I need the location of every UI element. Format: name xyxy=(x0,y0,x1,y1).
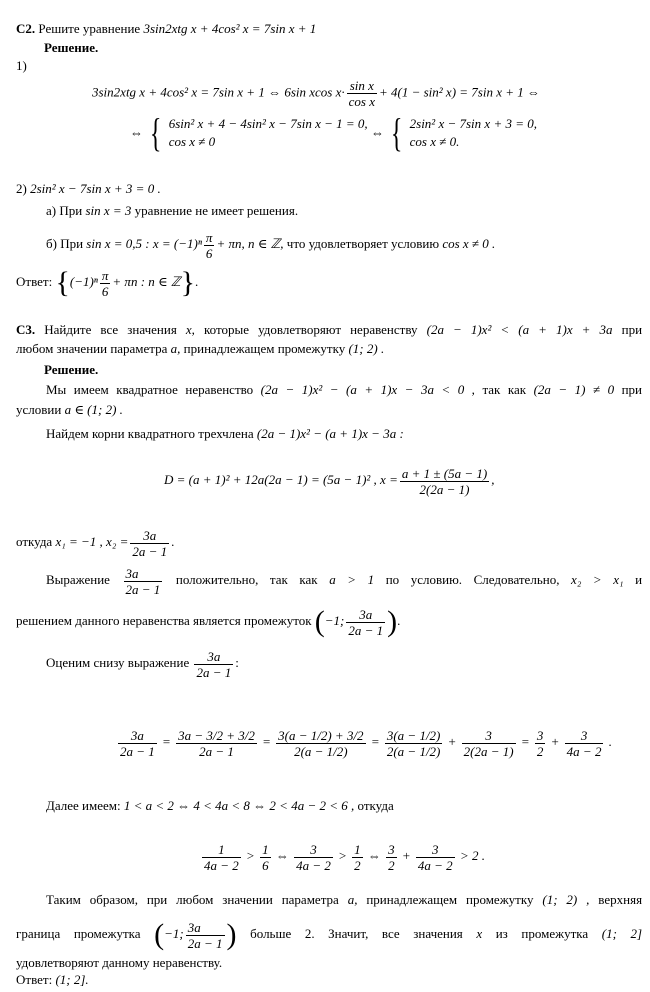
c3-big-frac1-den: 2a − 1 xyxy=(120,743,155,759)
c2-step2-number: 2) xyxy=(16,181,27,196)
c3-est-den: 2a − 1 xyxy=(196,664,232,680)
c3-task2-interval: (1; 2) . xyxy=(348,341,385,356)
c3-expr-c: по условию. Следовательно, xyxy=(385,572,560,587)
c3-concl2-a: граница промежутка xyxy=(16,926,141,941)
c3-answer xyxy=(16,972,89,988)
c3-big-frac6-num: 3 xyxy=(536,727,544,743)
c3-roots-fraction xyxy=(130,528,169,559)
c2-system1-line1: 6sin² x + 4 − 4sin² x − 7sin x − 1 = 0, xyxy=(168,116,368,131)
c3-concl1-param: a, xyxy=(347,892,358,907)
c3-roots-frac-den: 2a − 1 xyxy=(132,543,168,559)
c3-concl1-int: (1; 2) , xyxy=(542,892,590,907)
c2-task-text: Решите уравнение xyxy=(38,21,141,36)
c3-chain-line: $\frac{1}{4a - 2}$ > $\frac{1}{6}$ ⇔ $\frac{3}{4a - 2}$ > $\frac{1}{2}$ ⇔ $\frac{3}{2}$ + $\frac{3}{4a - 2}$ > 2 . xyxy=(204,841,485,873)
c2-step1-frac-den: cos x xyxy=(348,94,375,109)
c2-case-b-tail: + πn, n ∈ ℤ, xyxy=(216,236,284,251)
c3-big-frac6-den: 2 xyxy=(536,743,544,759)
c3-task-line1 xyxy=(16,322,642,338)
c3-p2-expr: (2a − 1)x² − (a + 1)x − 3a : xyxy=(256,426,404,441)
c3-conclusion-line3: удовлетворяют данному неравенству. xyxy=(16,955,223,970)
c3-conclusion-line2: граница промежутка (−1; $\frac{3a}{2a - 1}$ ) больше 2. Значит, все значения x из промежутка (1; 2] xyxy=(16,918,643,952)
c3-p1-inequality: (2a − 1)x² − (a + 1)x − 3a < 0 , xyxy=(260,382,475,397)
c3-chain-frac4-num: 1 xyxy=(354,841,361,857)
c3-disc-fraction xyxy=(400,466,489,497)
c3-roots-tail: . xyxy=(171,534,175,549)
c3-est-num: 3a xyxy=(194,649,233,665)
c3-p1-line2 xyxy=(16,402,123,418)
c3-chain-frac2-den: 6 xyxy=(262,857,269,873)
c2-step1-frac-num: sin x xyxy=(347,78,377,94)
c2-case-a-pre: а) При xyxy=(46,203,83,218)
c3-big-frac6 xyxy=(535,728,546,759)
c2-step1-rhs: + 4(1 − sin² x) = 7sin x + 1 ⇔ xyxy=(378,84,541,100)
c3-p1-b: так как xyxy=(482,382,527,397)
c3-solution-interval-line: решением данного неравенства является промежуток (−1; $\frac{3a}{2a - 1}$ ). xyxy=(16,605,401,639)
c3-big-frac2 xyxy=(176,728,257,759)
c3-task-inequality: (2a − 1)x² < (a + 1)x + 3a xyxy=(426,322,613,337)
c2-step1-equation xyxy=(92,78,540,109)
c3-p1-line2-a: условии xyxy=(16,402,62,417)
c3-p1-c: при xyxy=(621,382,643,397)
c3-est-fraction xyxy=(194,649,233,680)
c3-big-frac7-num: 3 xyxy=(565,728,604,744)
c3-chain-frac5-den: 2 xyxy=(388,857,395,873)
c2-case-a-post: уравнение не имеет решения. xyxy=(134,203,299,218)
c2-system2-line2: cos x ≠ 0. xyxy=(409,134,460,149)
c2-task-equation: 3sin2xtg x + 4cos² x = 7sin x + 1 xyxy=(143,21,317,36)
c3-disc-eq: D = (a + 1)² + 12a(2a − 1) = (5a − 1)² , x = xyxy=(164,472,398,487)
c3-concl-int-fraction xyxy=(186,920,225,951)
c3-p1-a: Мы имеем квадратное неравенство xyxy=(46,382,254,397)
c3-big-equation: $\frac{3a}{2a - 1}$ = $\frac{3a - 3/2 + 3/2}{2a - 1}$ = $\frac{3(a - 1/2) + 3/2}{2(a - 1/2)}$ = $\frac{3(a - 1/2)}{2(a - 1/2)}$ + $\frac{3}{2(2a - 1)}$ = $\frac{3}{2}$ + $\frac{3}{4a - 2}$ . xyxy=(120,727,612,759)
c3-concl2-b: больше 2. Значит, все значения xyxy=(250,926,463,941)
c3-expr-fraction xyxy=(124,566,163,597)
c2-case-b-cond: cos x ≠ 0 . xyxy=(442,236,496,251)
c2-case-b-fraction xyxy=(204,230,215,261)
c3-big-frac5-den: 2(2a − 1) xyxy=(463,743,514,759)
c2-step1-number: 1) xyxy=(16,58,27,73)
c3-roots-x1: x₁ = −1 , x₂ = xyxy=(55,534,129,549)
c3-p2-line xyxy=(46,426,404,442)
c3-expr-d: и xyxy=(635,572,643,587)
c3-chain-frac2 xyxy=(260,842,271,873)
c3-expr-frac-num: 3a xyxy=(124,566,163,582)
c3-task2-a: любом значении параметра xyxy=(16,341,168,356)
c3-expr-frac-den: 2a − 1 xyxy=(125,581,161,597)
c3-chain-frac3 xyxy=(294,842,333,873)
c3-chain-frac3-den: 4a − 2 xyxy=(296,857,331,873)
c2-answer-frac-den: 6 xyxy=(101,283,109,299)
c2-label: C2. xyxy=(16,21,36,36)
c3-big-frac3-den: 2(a − 1/2) xyxy=(294,743,348,759)
c3-p1-cond: (2a − 1) ≠ 0 xyxy=(533,382,615,397)
c2-systems-line: ⇔ { 6sin² x + 4 − 4sin² x − 7sin x − 1 = 0, cos x ≠ 0 ⇔ { 2sin² x − 7sin x + 3 = 0, cos x ≠ 0. xyxy=(130,110,537,155)
c3-p1-line1 xyxy=(46,382,642,398)
c3-concl2-int: (1; 2] xyxy=(601,926,643,941)
c3-p1-line2-cond: a ∈ (1; 2) . xyxy=(64,402,123,417)
c3-big-frac3-num: 3(a − 1/2) + 3/2 xyxy=(278,727,364,743)
c3-p2-a: Найдем корни квадратного трехчлена xyxy=(46,426,254,441)
c3-big-frac7 xyxy=(565,728,604,759)
c3-big-frac1-num: 3a xyxy=(118,728,157,744)
c3-answer-label: Ответ: xyxy=(16,972,53,987)
c3-task-x: x, xyxy=(185,322,195,337)
c3-big-frac4-den: 2(a − 1/2) xyxy=(386,743,441,759)
c2-case-b xyxy=(46,226,495,262)
c3-further-chain: 1 < a < 2 ⇔ 4 < 4a < 8 ⇔ 2 < 4a − 2 < 6 , xyxy=(123,798,355,813)
c3-sol-line-a: решением данного неравенства является промежуток xyxy=(16,613,312,628)
c2-answer-label: Ответ: xyxy=(16,274,53,289)
c3-chain-frac5 xyxy=(386,842,397,873)
c3-big-frac5-num: 3 xyxy=(462,728,516,744)
c3-estimate-line xyxy=(46,643,239,683)
c2-case-b-frac-num: π xyxy=(205,229,213,245)
c3-chain-frac6-num: 3 xyxy=(416,842,455,858)
c3-est-a: Оценим снизу выражение xyxy=(46,655,190,670)
c2-system2 xyxy=(410,115,537,151)
c3-disc-tail: , xyxy=(491,472,495,487)
c3-chain-frac2-num: 1 xyxy=(262,841,269,857)
c3-expr-b: положительно, так как xyxy=(175,572,318,587)
c3-roots-pre: откуда xyxy=(16,534,53,549)
c3-task-a: Найдите все значения xyxy=(44,322,177,337)
c3-chain-frac1-den: 4a − 2 xyxy=(204,857,239,873)
c3-concl1-a: Таким образом, при любом значении параметра xyxy=(46,892,339,907)
c3-big-frac7-den: 4a − 2 xyxy=(566,743,602,759)
c3-expr-rel: x₂ > x₁ xyxy=(571,572,624,587)
c2-task-line xyxy=(16,21,316,37)
c2-case-a xyxy=(46,203,298,219)
c2-step2-line xyxy=(16,181,161,197)
c2-system1-line2: cos x ≠ 0 xyxy=(168,134,216,149)
c2-case-b-frac-den: 6 xyxy=(205,245,213,261)
c3-disc-frac-den: 2(2a − 1) xyxy=(419,481,470,497)
c3-chain-frac3-num: 3 xyxy=(294,842,333,858)
c2-answer-post: + πn : n ∈ ℤ xyxy=(112,274,181,289)
c3-expr-cond: a > 1 xyxy=(329,572,375,587)
c2-system2-line1: 2sin² x − 7sin x + 3 = 0, xyxy=(409,116,537,131)
c3-chain-tail: > 2 . xyxy=(459,848,485,863)
c3-label: C3. xyxy=(16,322,36,337)
c3-concl1-c: принадлежащем промежутку xyxy=(366,892,534,907)
c3-task-line2 xyxy=(16,341,384,357)
c3-task-c: которые удовлетворяют неравенству xyxy=(204,322,418,337)
c2-system2-brace: { xyxy=(391,110,403,155)
c3-expr-line xyxy=(46,560,642,600)
c2-case-a-eq: sin x = 3 xyxy=(85,203,132,218)
c3-concl-int-pre: −1; xyxy=(164,926,184,941)
c3-big-frac5 xyxy=(462,728,516,759)
c3-big-frac1 xyxy=(118,728,157,759)
c2-answer-pre: (−1)ⁿ xyxy=(69,274,98,289)
c3-task-d: при xyxy=(621,322,643,337)
c2-system1-brace: { xyxy=(150,110,162,155)
c3-further-a: Далее имеем: xyxy=(46,798,121,813)
c3-big-frac4 xyxy=(385,728,443,759)
c3-est-post: : xyxy=(235,655,239,670)
c3-concl-int-den: 2a − 1 xyxy=(187,935,223,951)
c3-further-b: откуда xyxy=(357,798,394,813)
c3-big-frac4-num: 3(a − 1/2) xyxy=(386,727,441,743)
c3-conclusion-line1 xyxy=(46,892,642,908)
c3-further-line xyxy=(46,798,394,814)
c2-case-b-post: что удовлетворяет условию xyxy=(286,236,440,251)
c3-discriminant-line xyxy=(164,460,494,500)
c2-solution-label: Решение. xyxy=(44,40,99,55)
c3-sol-int-den: 2a − 1 xyxy=(348,622,384,638)
c2-answer-fraction xyxy=(100,268,111,299)
c3-sol-int-fraction xyxy=(346,607,385,638)
c3-sol-int-post: . xyxy=(397,613,401,628)
c3-solution-label: Решение. xyxy=(44,362,99,377)
c3-sol-int-num: 3a xyxy=(346,607,385,623)
c3-chain-frac1-num: 1 xyxy=(202,842,241,858)
c3-big-frac3 xyxy=(276,728,365,759)
c3-chain-frac5-num: 3 xyxy=(388,841,395,857)
c3-sol-int-pre: −1; xyxy=(324,613,345,628)
c3-disc-frac-num: a + 1 ± (5a − 1) xyxy=(401,465,488,481)
c3-concl1-d: верхняя xyxy=(598,892,643,907)
c2-system1 xyxy=(169,115,368,151)
c3-concl2-c: из промежутка xyxy=(495,926,589,941)
c2-step2-equation: 2sin² x − 7sin x + 3 = 0 . xyxy=(30,181,161,196)
c2-step1-lhs: 3sin2xtg x + 4cos² x = 7sin x + 1 ⇔ 6sin xcos x· xyxy=(92,84,345,100)
c2-answer: Ответ: {(−1)ⁿ $\frac{\pi}{6}$ + πn : n ∈ ℤ}. xyxy=(16,266,199,300)
c3-expr-word: Выражение xyxy=(46,572,110,587)
c3-big-frac2-den: 2a − 1 xyxy=(199,743,234,759)
c3-chain-frac6 xyxy=(416,842,455,873)
c3-chain-frac4-den: 2 xyxy=(354,857,361,873)
c3-concl-int-num: 3a xyxy=(186,920,225,936)
c3-chain-frac1 xyxy=(202,842,241,873)
c2-step1-fraction xyxy=(347,78,377,109)
c2-case-b-eq: sin x = 0,5 : x = (−1)ⁿ xyxy=(86,236,202,251)
c3-roots-frac-num: 3a xyxy=(130,528,169,544)
c3-big-frac2-num: 3a − 3/2 + 3/2 xyxy=(178,727,255,743)
c2-answer-frac-num: π xyxy=(101,267,109,283)
c3-chain-frac6-den: 4a − 2 xyxy=(417,857,453,873)
c3-answer-value: (1; 2]. xyxy=(55,972,89,987)
c2-case-b-pre: б) При xyxy=(46,236,84,251)
c3-task2-c: принадлежащем промежутку xyxy=(183,341,346,356)
c3-task2-param: a, xyxy=(170,341,181,356)
c3-roots-line xyxy=(16,522,174,562)
c3-chain-frac4 xyxy=(352,842,363,873)
c3-concl2-x: x xyxy=(476,926,483,941)
